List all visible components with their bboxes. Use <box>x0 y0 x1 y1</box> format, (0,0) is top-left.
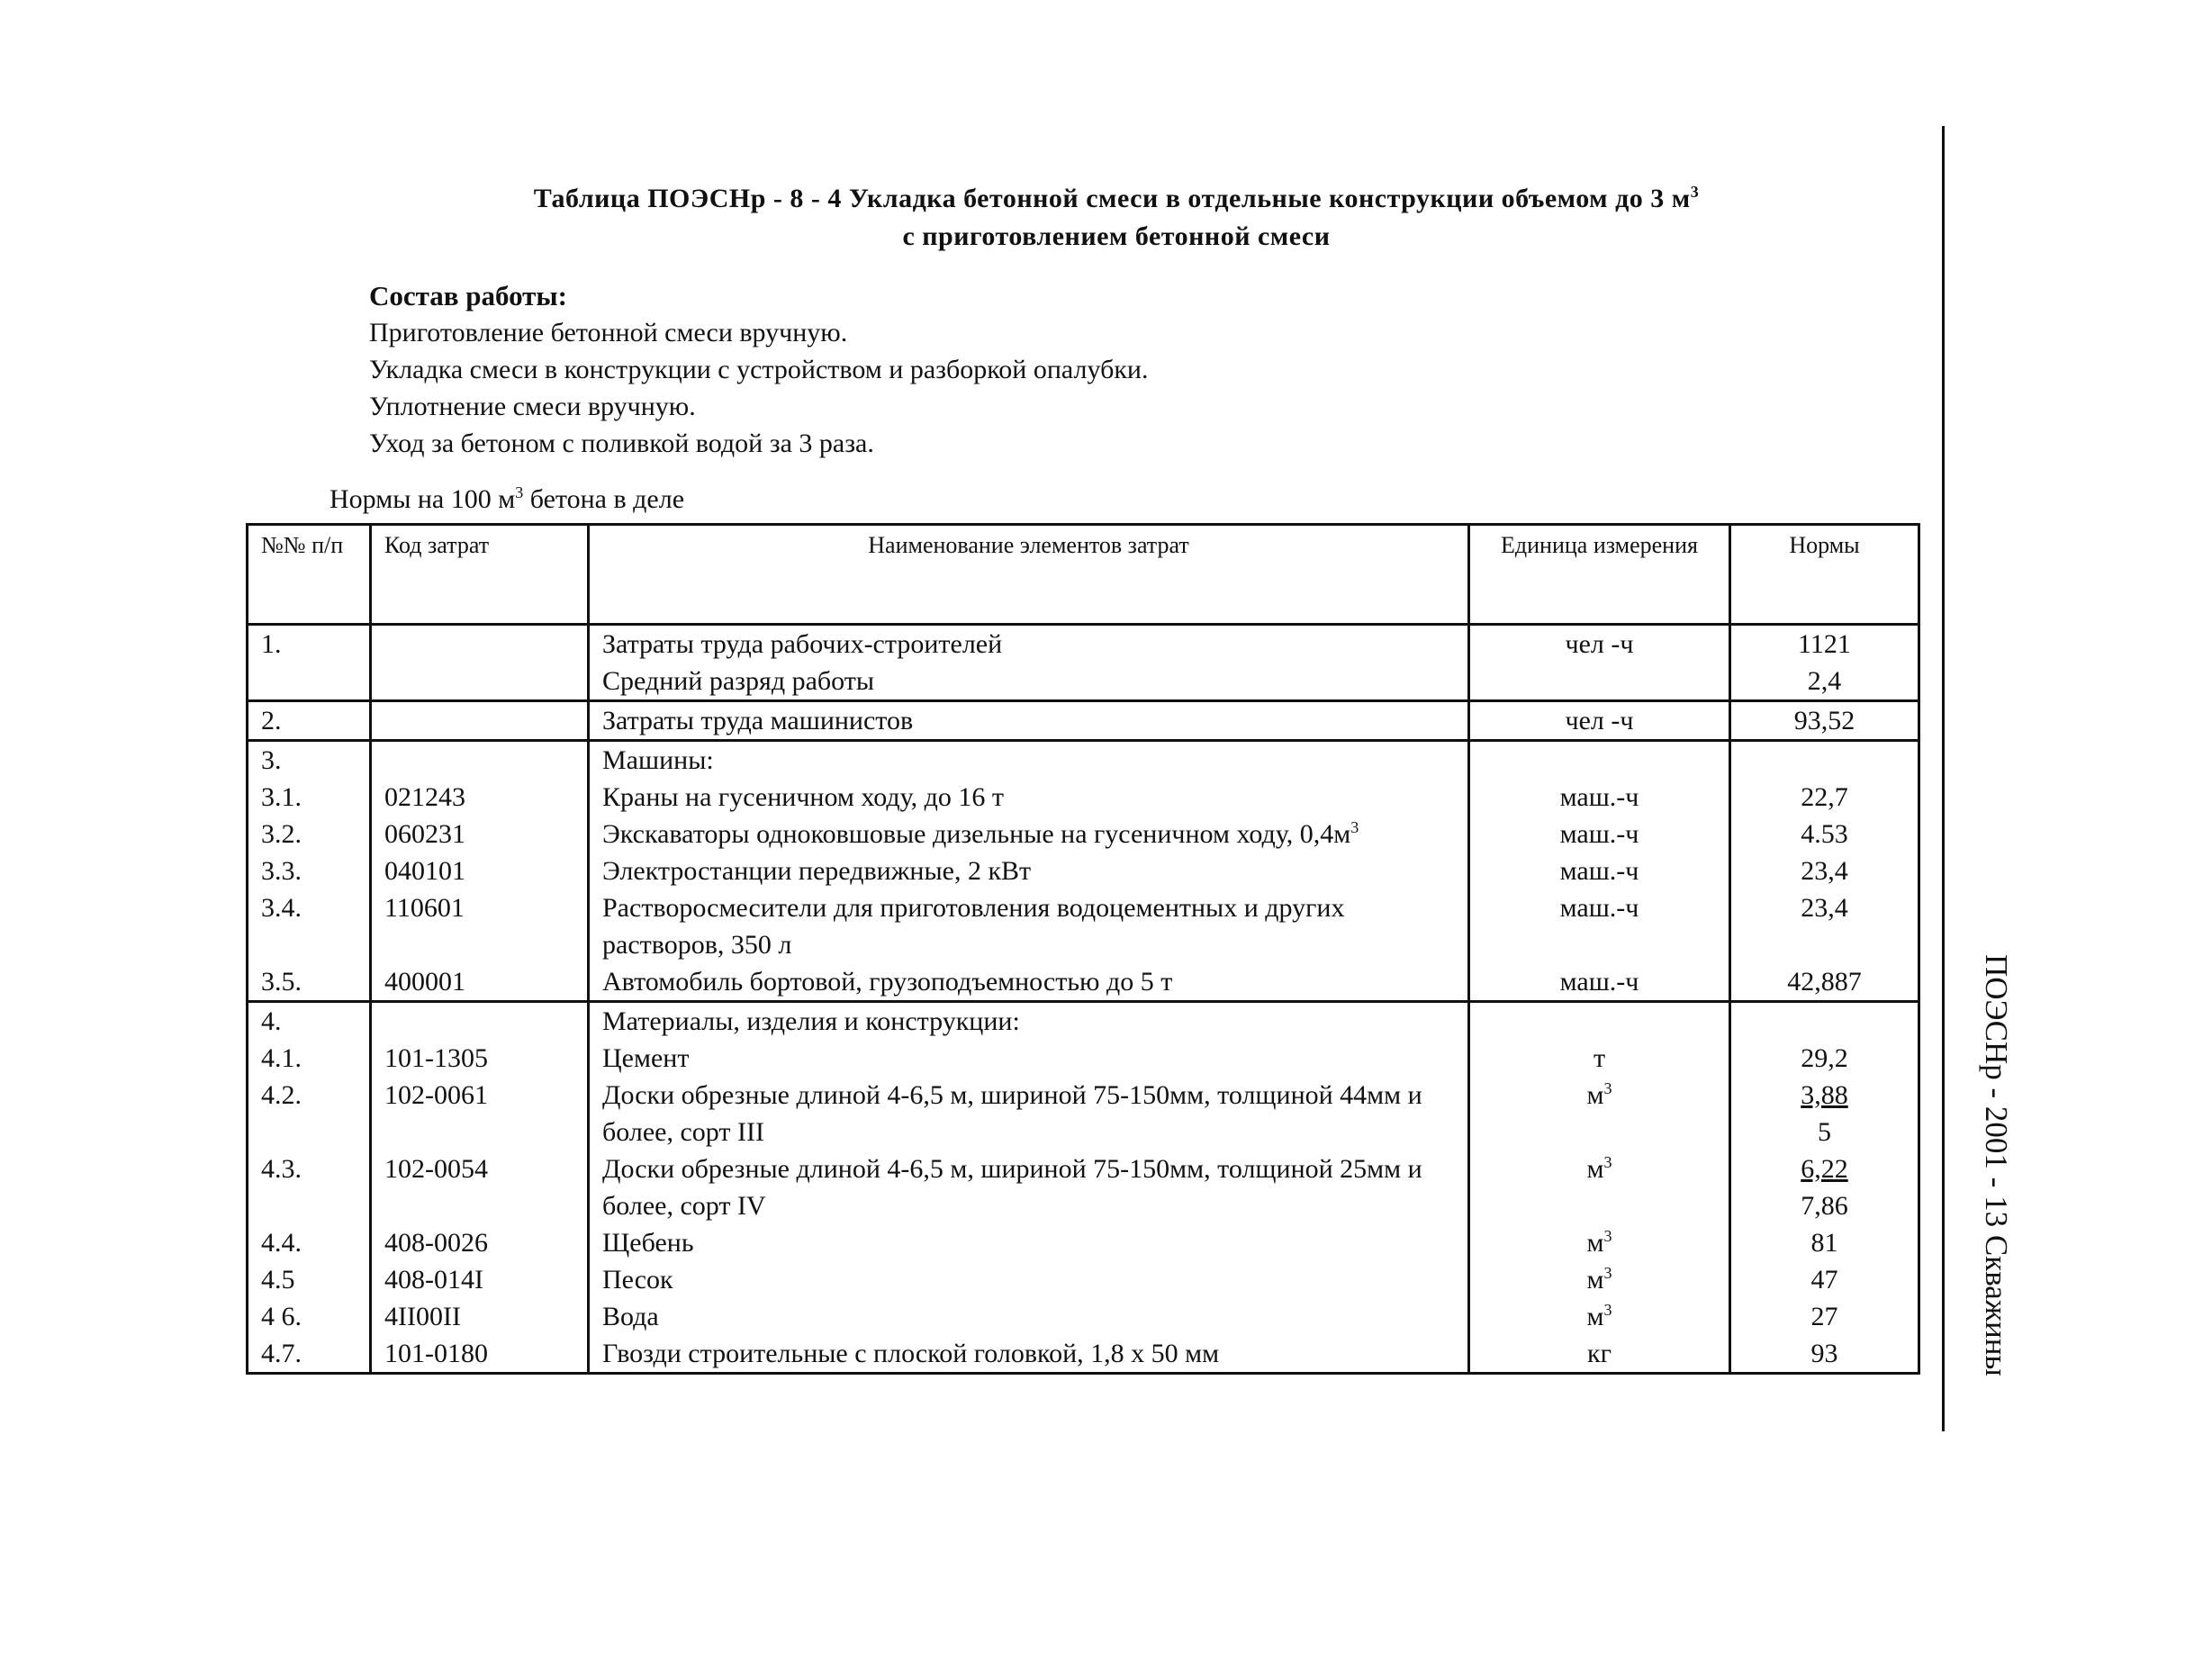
cell-code: 060231 <box>371 816 589 853</box>
cell-code: 408-0026 <box>371 1224 589 1261</box>
cell-num: 3.3. <box>248 853 371 889</box>
cell-num: 3.2. <box>248 816 371 853</box>
cell-norm <box>1730 1002 1919 1041</box>
cell-num: 4.1. <box>248 1040 371 1077</box>
cell-name: Материалы, изделия и конструкции: <box>589 1002 1469 1041</box>
cell-unit: маш.-ч <box>1469 963 1730 1002</box>
cell-code <box>371 663 589 701</box>
cell-norm: 47 <box>1730 1261 1919 1298</box>
norms-caption: Нормы на 100 $м^3$ бетона в деле <box>330 483 685 514</box>
table-row <box>248 853 1919 889</box>
table-title <box>396 180 1837 256</box>
cell-unit: $м^3$ <box>1469 1224 1730 1261</box>
cell-unit: маш.-ч <box>1469 816 1730 853</box>
table-row <box>248 779 1919 816</box>
cell-unit <box>1469 663 1730 701</box>
cell-name: Гвозди строительные с плоской головкой, 1,8 х 50 мм <box>589 1335 1469 1374</box>
table-row <box>248 1335 1919 1374</box>
cell-unit <box>1469 741 1730 780</box>
table-row <box>248 1261 1919 1298</box>
table-row <box>248 663 1919 701</box>
cell-num: 1. <box>248 625 371 663</box>
cell-name: Вода <box>589 1298 1469 1335</box>
cell-norm: 29,2 <box>1730 1040 1919 1077</box>
cell-code: 408-014I <box>371 1261 589 1298</box>
cell-unit: $м^3$ <box>1469 1298 1730 1335</box>
cell-norm <box>1730 741 1919 780</box>
cell-norm: 3,88 5 <box>1730 1077 1919 1150</box>
cell-unit: $м^3$ <box>1469 1150 1730 1224</box>
cell-code <box>371 625 589 663</box>
table-row <box>248 1224 1919 1261</box>
margin-rule <box>1942 126 1945 1431</box>
cell-code <box>371 701 589 741</box>
title-line-1: Таблица ПОЭСНр - 8 - 4 Укладка бетонной смеси в отдельные конструкции объемом до 3 $м^3$ <box>533 183 1700 213</box>
cell-unit: чел -ч <box>1469 701 1730 741</box>
cell-code: 021243 <box>371 779 589 816</box>
cell-num: 3.4. <box>248 889 371 963</box>
cell-unit: маш.-ч <box>1469 779 1730 816</box>
cell-name: Песок <box>589 1261 1469 1298</box>
cell-norm: 23,4 <box>1730 853 1919 889</box>
cell-code <box>371 1002 589 1041</box>
cell-code: 101-1305 <box>371 1040 589 1077</box>
cell-norm: 23,4 <box>1730 889 1919 963</box>
cell-code: 102-0054 <box>371 1150 589 1224</box>
cell-code: 4II00II <box>371 1298 589 1335</box>
cell-norm: 6,22 7,86 <box>1730 1150 1919 1224</box>
cell-norm: 42,887 <box>1730 963 1919 1002</box>
cell-norm: 2,4 <box>1730 663 1919 701</box>
work-composition <box>369 277 1148 462</box>
cell-num: 3.5. <box>248 963 371 1002</box>
cell-num: 4.4. <box>248 1224 371 1261</box>
cell-num: 4.7. <box>248 1335 371 1374</box>
table-row <box>248 1298 1919 1335</box>
cell-code: 110601 <box>371 889 589 963</box>
cell-norm: 81 <box>1730 1224 1919 1261</box>
table-row <box>248 741 1919 780</box>
header-code: Код затрат <box>371 525 589 625</box>
cell-norm: 27 <box>1730 1298 1919 1335</box>
table-row <box>248 1150 1919 1224</box>
composition-item: Уплотнение смеси вручную. <box>369 392 696 421</box>
cell-norm: 93 <box>1730 1335 1919 1374</box>
cell-unit: кг <box>1469 1335 1730 1374</box>
cell-code: 101-0180 <box>371 1335 589 1374</box>
cell-name: Электростанции передвижные, 2 кВт <box>589 853 1469 889</box>
cell-num: 4.2. <box>248 1077 371 1150</box>
table-row <box>248 889 1919 963</box>
header-unit: Единица измерения <box>1469 525 1730 625</box>
cell-num: 4.3. <box>248 1150 371 1224</box>
cell-name: Средний разряд работы <box>589 663 1469 701</box>
table-row <box>248 1040 1919 1077</box>
cell-unit: $м^3$ <box>1469 1077 1730 1150</box>
composition-item: Укладка смеси в конструкции с устройством и разборкой опалубки. <box>369 355 1149 384</box>
cell-code: 040101 <box>371 853 589 889</box>
cell-num: 2. <box>248 701 371 741</box>
cell-unit: чел -ч <box>1469 625 1730 663</box>
table-row <box>248 701 1919 741</box>
cell-name: Доски обрезные длиной 4-6,5 м, шириной 75-150мм, толщиной 25мм и более, сорт IV <box>589 1150 1469 1224</box>
cell-name: Щебень <box>589 1224 1469 1261</box>
cell-num: 4. <box>248 1002 371 1041</box>
composition-item: Приготовление бетонной смеси вручную. <box>369 318 848 347</box>
cell-unit <box>1469 1002 1730 1041</box>
cell-name: Затраты труда машинистов <box>589 701 1469 741</box>
cell-name: Краны на гусеничном ходу, до 16 т <box>589 779 1469 816</box>
table-row <box>248 625 1919 663</box>
cell-name: Доски обрезные длиной 4-6,5 м, шириной 75-150мм, толщиной 44мм и более, сорт III <box>589 1077 1469 1150</box>
table-row <box>248 1002 1919 1041</box>
cell-unit: маш.-ч <box>1469 853 1730 889</box>
composition-heading: Состав работы: <box>369 280 567 311</box>
cell-code <box>371 741 589 780</box>
composition-item: Уход за бетоном с поливкой водой за 3 раза. <box>369 429 874 458</box>
cell-name: Автомобиль бортовой, грузоподъемностью до 5 т <box>589 963 1469 1002</box>
cell-num <box>248 663 371 701</box>
cell-num: 3. <box>248 741 371 780</box>
cell-num: 4.5 <box>248 1261 371 1298</box>
cell-unit: $м^3$ <box>1469 1261 1730 1298</box>
header-name: Наименование элементов затрат <box>589 525 1469 625</box>
cell-name: Экскаваторы одноковшовые дизельные на гусеничном ходу, $0,4м^3$ <box>589 816 1469 853</box>
table-row <box>248 816 1919 853</box>
table-row <box>248 963 1919 1002</box>
table-row <box>248 1077 1919 1150</box>
title-line-2: с приготовлением бетонной смеси <box>902 221 1331 251</box>
cell-name: Машины: <box>589 741 1469 780</box>
cell-code: 400001 <box>371 963 589 1002</box>
cell-name: Затраты труда рабочих-строителей <box>589 625 1469 663</box>
cell-name: Растворосмесители для приготовления водоцементных и других растворов, 350 л <box>589 889 1469 963</box>
cell-norm: 1121 <box>1730 625 1919 663</box>
cell-norm: 22,7 <box>1730 779 1919 816</box>
cell-code: 102-0061 <box>371 1077 589 1150</box>
cell-unit: т <box>1469 1040 1730 1077</box>
cell-unit: маш.-ч <box>1469 889 1730 963</box>
cell-name: Цемент <box>589 1040 1469 1077</box>
cell-norm: 4.53 <box>1730 816 1919 853</box>
norms-table <box>246 523 1920 1375</box>
cell-norm: 93,52 <box>1730 701 1919 741</box>
cell-num: 4 6. <box>248 1298 371 1335</box>
cell-num: 3.1. <box>248 779 371 816</box>
side-label: ПОЭСНр - 2001 - 13 Скважины <box>1979 954 2014 1376</box>
header-num: №№ п/п <box>248 525 371 625</box>
header-norm: Нормы <box>1730 525 1919 625</box>
table-header-row <box>248 525 1919 625</box>
